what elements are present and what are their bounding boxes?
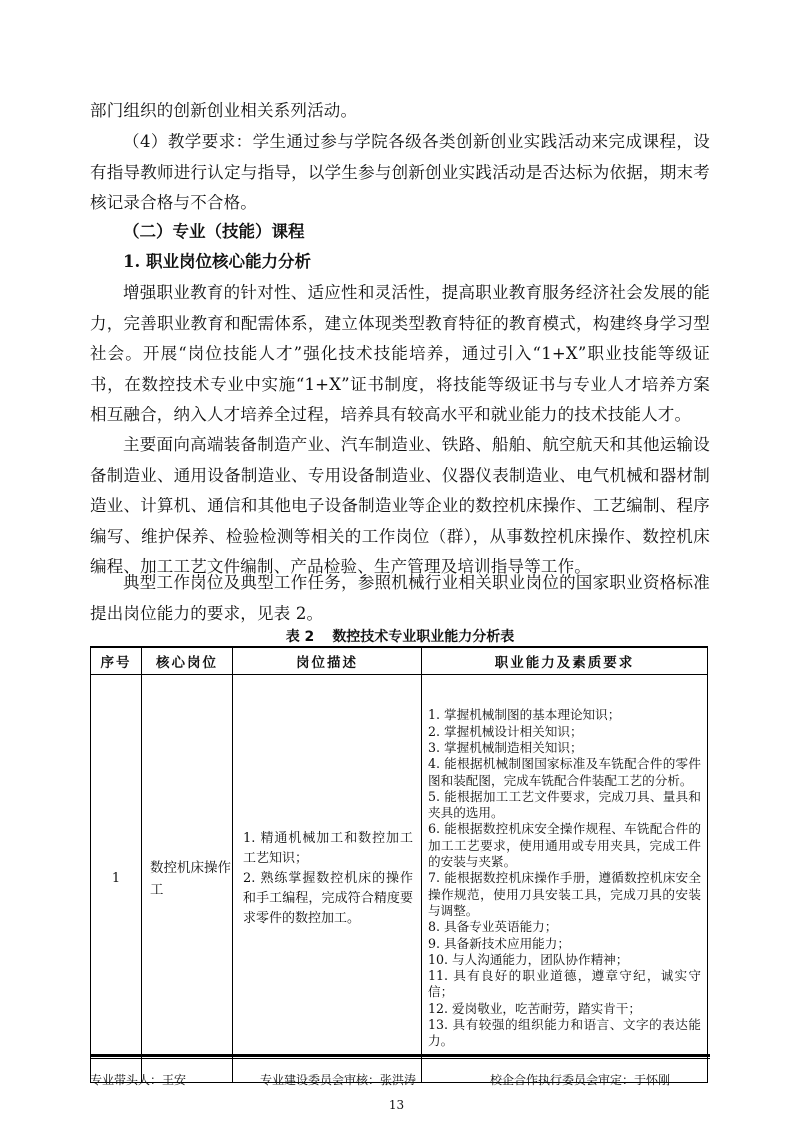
header-requirements: 职业能力及素质要求 <box>422 647 708 675</box>
table-caption-title: 数控技术专业职业能力分析表 <box>332 629 515 645</box>
footer-school-enterprise: 校企合作执行委员会审定：于怀刚 <box>490 1073 671 1087</box>
cell-description <box>233 675 422 1083</box>
body-paragraph-1: 增强职业教育的针对性、适应性和灵活性，提高职业教育服务经济社会发展的能力，完善职业教育和配需体系，建立体现类型教育特征的教育模式，构建终身学习型社会。开展“岗位技能人才”强化技术技能培养，通过引入“1+X”职业技能等级证书，在数控技术专业中实施“1+X”证书制度，将技能等级证书与专业人才培养方案相互融合，纳入人才培养全过程，培养具有较高水平和就业能力的技术技能人才。 <box>90 283 710 424</box>
cell-post: 数控机床操作工 <box>142 675 233 1083</box>
requirement-item: 12. 爱岗敬业，吃苦耐劳，踏实肯干； <box>428 1000 641 1016</box>
ability-analysis-table <box>90 646 708 1083</box>
requirement-item: 6. 能根据数控机床安全操作规程、车铣配合件的加工工艺要求，使用通用或专用夹具，完成工件的安装与夹紧。 <box>428 821 701 870</box>
footer-rule-thin <box>90 1058 710 1059</box>
footer-leader: 专业带头人：王安 <box>90 1073 187 1087</box>
table-caption <box>90 626 710 646</box>
requirement-item: 4. 能根据机械制图国家标准及车铣配合件的零件图和装配图，完成车铣配合件装配工艺的分析。 <box>428 756 701 788</box>
subsection-heading: 1. 职业岗位核心能力分析 <box>123 252 311 271</box>
requirement-item: 13. 具有较强的组织能力和语言、文字的表达能力。 <box>428 1017 701 1049</box>
requirement-item: 9. 具备新技术应用能力； <box>428 935 570 951</box>
intro-paragraph-2: （4）教学要求：学生通过参与学院各级各类创新创业实践活动来完成课程，设有指导教师进行认定与指导，以学生参与创新创业实践活动是否达标为依据，期末考核记录合格与不合格。 <box>90 132 710 212</box>
section-heading: （二）专业（技能）课程 <box>123 222 305 241</box>
requirement-item: 7. 能根据数控机床操作手册，遵循数控机床安全操作规范，使用刀具安装工具，完成刀具的安装与调整。 <box>428 870 701 918</box>
requirement-item: 8. 具备专业英语能力； <box>428 919 558 935</box>
requirement-item: 5. 能根据加工工艺文件要求，完成刀具、量具和夹具的选用。 <box>428 788 701 821</box>
table-caption-label: 表 2 <box>285 629 315 645</box>
description-item: 1. 精通机械加工和数控加工工艺知识； <box>243 830 413 866</box>
footer-rule-thick <box>90 1054 710 1057</box>
requirement-item: 2. 掌握机械设计相关知识； <box>428 723 583 739</box>
header-description: 岗位描述 <box>233 647 422 675</box>
requirement-item: 3. 掌握机械制造相关知识； <box>428 739 583 755</box>
description-item: 2. 熟练掌握数控机床的操作和手工编程，完成符合精度要求零件的数控加工。 <box>243 870 413 926</box>
body-paragraph-3: 典型工作岗位及典型工作任务，参照机械行业相关职业岗位的国家职业资格标准提出岗位能力的要求，见表 2。 <box>90 573 710 623</box>
requirement-item: 1. 掌握机械制图的基本理论知识； <box>428 707 621 723</box>
footer-committee-review: 专业建设委员会审核：张洪涛 <box>260 1073 417 1087</box>
requirement-item: 11. 具有良好的职业道德，遵章守纪，诚实守信； <box>428 968 701 1000</box>
intro-paragraph-1: 部门组织的创新创业相关系列活动。 <box>90 101 358 120</box>
requirement-item: 10. 与人沟通能力，团队协作精神； <box>428 951 629 967</box>
table-header-row <box>91 647 708 675</box>
header-post: 核心岗位 <box>142 647 233 675</box>
page-number: 13 <box>388 1098 405 1112</box>
cell-no: 1 <box>91 675 142 1083</box>
body-paragraph-2: 主要面向高端装备制造产业、汽车制造业、铁路、船舶、航空航天和其他运输设备制造业、通用设备制造业、专用设备制造业、仪器仪表制造业、电气机械和器材制造业、计算机、通信和其他电子设备制造业等企业的数控机床操作、工艺编制、程序编写、维护保养、检验检测等相关的工作岗位（群），从事数控机床操作、数控机床编程、加工工艺文件编制、产品检验、生产管理及培训指导等工作。 <box>90 435 710 576</box>
table-row <box>91 675 708 1083</box>
header-no: 序号 <box>91 647 142 675</box>
cell-requirements <box>422 675 708 1083</box>
